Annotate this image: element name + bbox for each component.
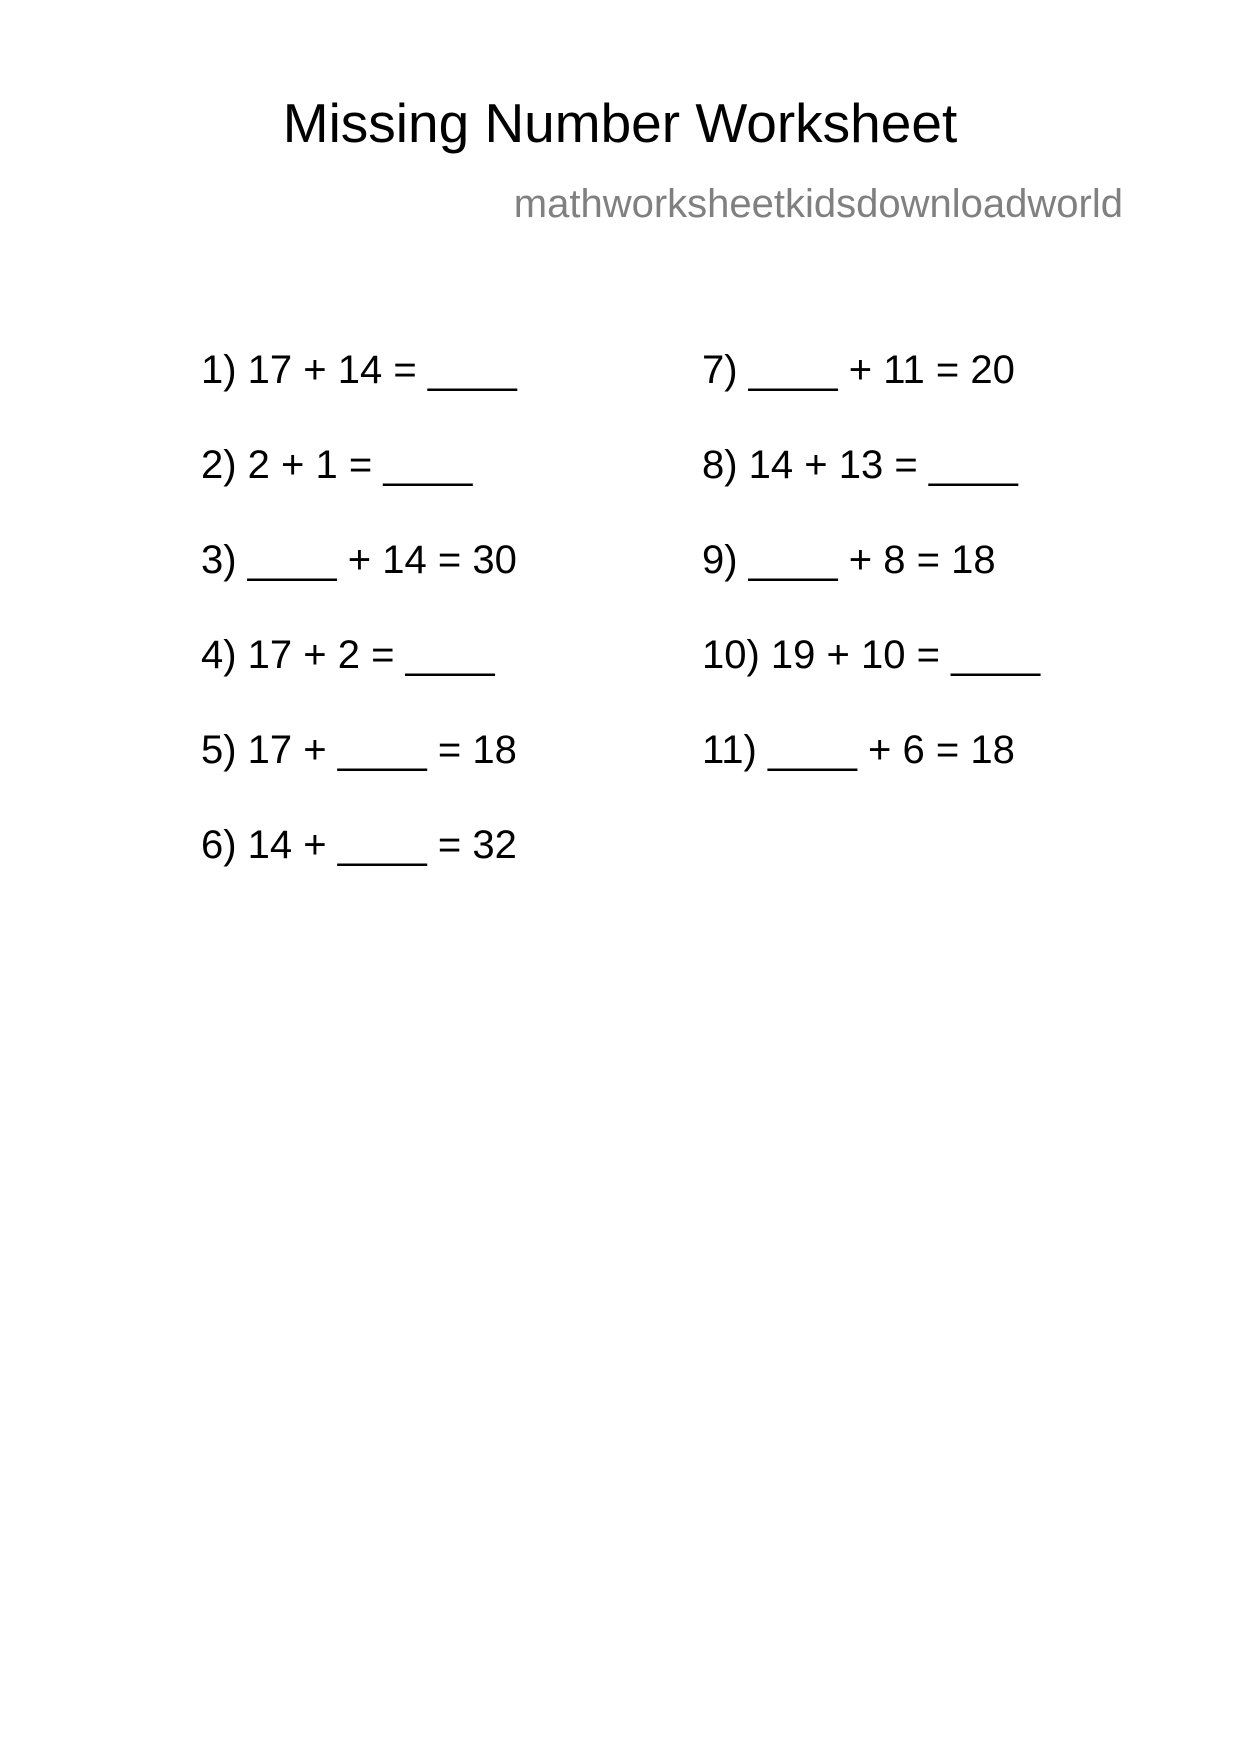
problem-4: 4) 17 + 2 = ____ — [201, 633, 495, 677]
problem-9: 9) ____ + 8 = 18 — [702, 538, 996, 582]
problem-11: 11) ____ + 6 = 18 — [702, 728, 1015, 772]
problem-7: 7) ____ + 11 = 20 — [702, 348, 1015, 392]
problem-8: 8) 14 + 13 = ____ — [702, 443, 1018, 487]
problem-6: 6) 14 + ____ = 32 — [201, 823, 517, 867]
problem-3: 3) ____ + 14 = 30 — [201, 538, 517, 582]
problem-2: 2) 2 + 1 = ____ — [201, 443, 473, 487]
problem-5: 5) 17 + ____ = 18 — [201, 728, 517, 772]
problem-column-left — [201, 350, 517, 920]
page-title: Missing Number Worksheet — [282, 92, 958, 154]
problem-column-right — [702, 350, 1040, 825]
problem-1: 1) 17 + 14 = ____ — [201, 348, 517, 392]
problem-10: 10) 19 + 10 = ____ — [702, 633, 1041, 677]
site-watermark: mathworksheetkidsdownloadworld — [513, 182, 1123, 226]
